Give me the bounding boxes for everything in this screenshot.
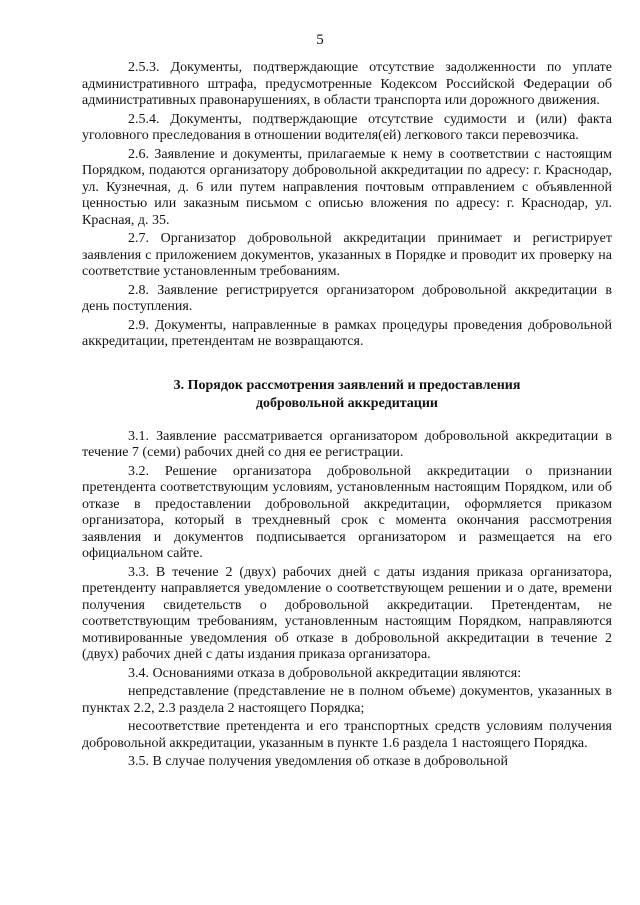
paragraph-3-2: 3.2. Решение организатора добровольной аккредитации о признании претендента соответствующим условиям, установленным настоящим Порядком, или об отказе в предоставлении добровольной аккредитации, оформляется приказом организатора, который в трехдневный срок с момента окончания рассмотрения заявления и документов подписывается организатором и размещается на его официальном сайте.: [82, 463, 612, 561]
paragraph-2-7: 2.7. Организатор добровольной аккредитации принимает и регистрирует заявления с приложением документов, указанных в Порядке и проводит их проверку на соответствие установленным требованиям.: [82, 231, 612, 279]
paragraph-2-9: 2.9. Документы, направленные в рамках процедуры проведения добровольной аккредитации, претендентам не возвращаются.: [82, 317, 612, 349]
paragraph-3-5: 3.5. В случае получения уведомления об отказе в добровольной: [128, 754, 509, 769]
section-title-line-2: добровольной аккредитации: [255, 395, 439, 411]
paragraph-2-5-3: 2.5.3. Документы, подтверждающие отсутствие задолженности по уплате административного штрафа, предусмотренные Кодексом Российской Федерации об административных правонарушениях, в области транспорта или дорожного движения.: [82, 60, 612, 108]
list-item-refusal-2: несоответствие претендента и его транспортных средств условиям получения добровольной аккредитации, указанным в пункте 1.6 раздела 1 настоящего Порядка.: [82, 719, 612, 751]
paragraph-3-1: 3.1. Заявление рассматривается организатором добровольной аккредитации в течение 7 (семи) рабочих дней со дня ее регистрации.: [82, 428, 612, 460]
paragraph-3-3: 3.3. В течение 2 (двух) рабочих дней с даты издания приказа организатора, претенденту направляется уведомление о соответствующем решении и о дате, времени получения свидетельств о добровольной аккредитации. Претендентам, не соответствующим требованиям, установленным настоящим Порядком, направляются мотивированные уведомления об отказе в добровольной аккредитации в течение 2 (двух) рабочих дней с даты издания приказа организатора.: [82, 564, 612, 662]
list-item-refusal-1: непредставление (представление не в полном объеме) документов, указанных в пунктах 2.2, 2.3 раздела 2 настоящего Порядка;: [82, 684, 612, 716]
paragraph-3-4: 3.4. Основаниями отказа в добровольной аккредитации являются:: [128, 665, 522, 681]
paragraph-2-5-4: 2.5.4. Документы, подтверждающие отсутствие судимости и (или) факта уголовного преследования в отношении водителя(ей) легкового такси перевозчика.: [82, 111, 612, 143]
page-number: 5: [316, 32, 324, 48]
section-title: [82, 377, 612, 413]
document-body: [82, 60, 612, 771]
paragraph-2-6: 2.6. Заявление и документы, прилагаемые к нему в соответствии с настоящим Порядком, подаются организатору добровольной аккредитации по адресу: г. Краснодар, ул. Кузнечная, д. 6 или путем направления почтовым отправлением с объявленной ценностью или заказным письмом с описью вложения по адресу: г. Краснодар, ул. Красная, д. 35.: [82, 146, 612, 228]
paragraph-2-8: 2.8. Заявление регистрируется организатором добровольной аккредитации в день поступления.: [82, 282, 612, 314]
section-title-line-1: 3. Порядок рассмотрения заявлений и предоставления: [173, 377, 521, 393]
